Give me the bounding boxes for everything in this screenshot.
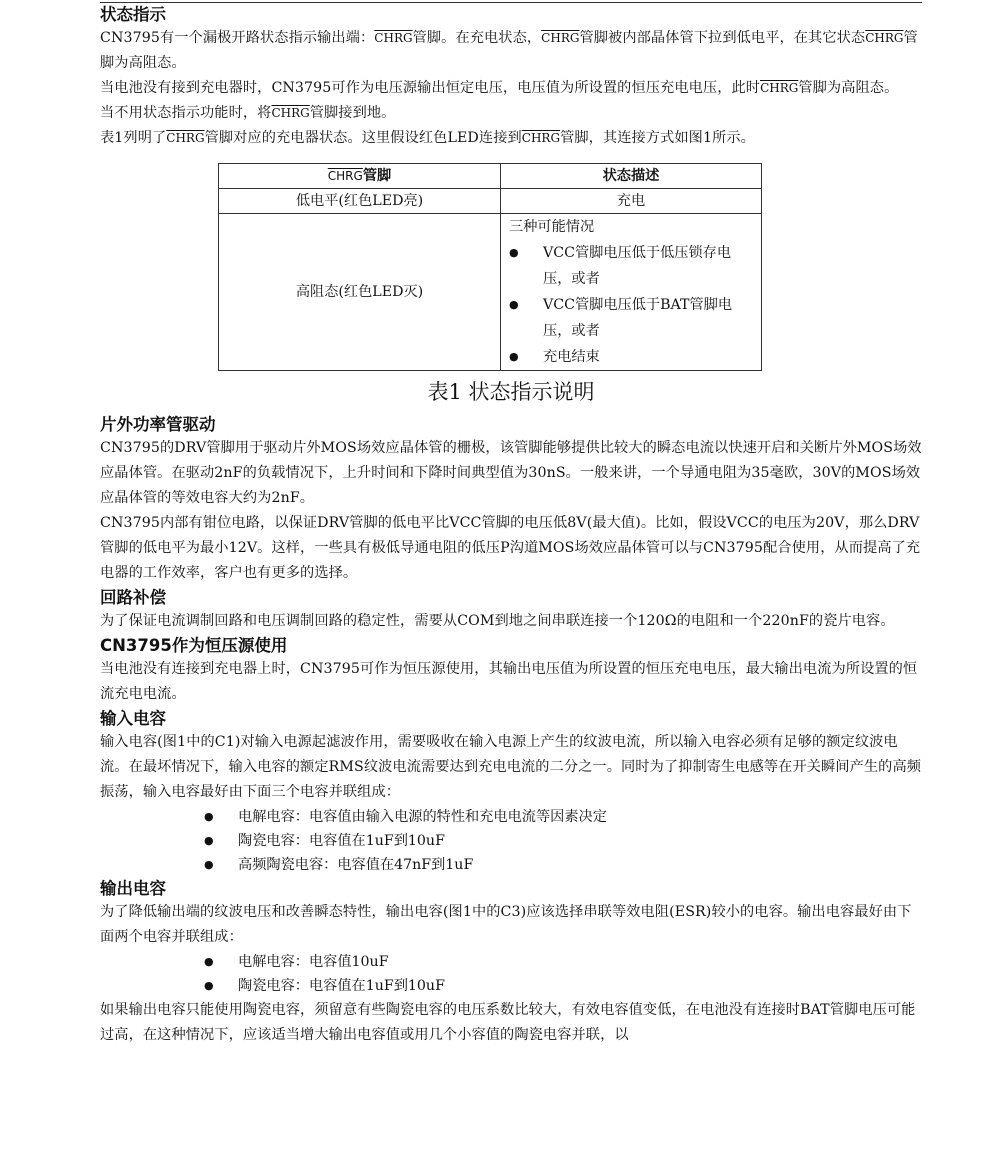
table-caption: 表1 状态指示说明 (427, 380, 595, 404)
list-item: ● VCC管脚电压低于低压锁存电压，或者 (509, 240, 753, 292)
output-cap-paragraph-1: 为了降低输出端的纹波电压和改善瞬态特性，输出电容(图1中的C3)应该选择串联等效电阻(ESR)较小的电容。输出电容最好由下面两个电容并联组成： (100, 904, 912, 945)
list-item: ● 充电结束 (509, 344, 753, 370)
loop-heading: 回路补偿 (100, 588, 166, 607)
output-cap-list (204, 950, 922, 998)
table-header-desc: 状态描述 (501, 164, 762, 189)
table-cell-desc: 充电 (501, 189, 762, 214)
chrg-pin-name: CHRG (760, 81, 799, 95)
cv-paragraph-1: 当电池没有连接到充电器上时，CN3795可作为恒压源使用，其输出电压值为所设置的恒压充电电压，最大输出电流为所设置的恒流充电电流。 (100, 661, 918, 702)
chrg-pin-name: CHRG (166, 131, 205, 145)
list-item: ● 电解电容：电容值由输入电源的特性和充电电流等因素决定 (204, 805, 922, 829)
table-row (219, 189, 762, 214)
table-header-row (219, 164, 762, 189)
list-item: ● 电解电容：电容值10uF (204, 950, 922, 974)
table-desc-intro: 三种可能情况 (509, 219, 595, 235)
table-header-pin: CHRG管脚 (219, 164, 501, 189)
status-heading: 状态指示 (100, 5, 166, 24)
input-cap-heading: 输入电容 (100, 709, 166, 728)
drive-heading: 片外功率管驱动 (100, 415, 216, 434)
output-cap-heading: 输出电容 (100, 879, 166, 898)
status-paragraph-4: 表1列明了CHRG管脚对应的充电器状态。这里假设红色LED连接到CHRG管脚，其连接方式如图1所示。 (100, 130, 755, 146)
chrg-pin-name: CHRG (374, 31, 413, 45)
list-item: ● 陶瓷电容：电容值在1uF到10uF (204, 829, 922, 853)
list-item: ● 陶瓷电容：电容值在1uF到10uF (204, 974, 922, 998)
loop-paragraph-1: 为了保证电流调制回路和电压调制回路的稳定性，需要从COM到地之间串联连接一个120Ω的电阻和一个220nF的瓷片电容。 (100, 613, 895, 629)
status-paragraph-3: 当不用状态指示功能时，将CHRG管脚接到地。 (100, 105, 396, 121)
list-item: ● VCC管脚电压低于BAT管脚电压，或者 (509, 292, 753, 344)
drive-paragraph-1: CN3795的DRV管脚用于驱动片外MOS场效应晶体管的栅极，该管脚能够提供比较大的瞬态电流以快速开启和关断片外MOS场效应晶体管。在驱动2nF的负载情况下，上升时间和下降时间典型值为30nS。一般来讲，一个导通电阻为35毫欧，30V的MOS场效应晶体管的等效电容大约为2nF。 (100, 440, 922, 506)
status-table (218, 163, 762, 371)
chrg-pin-name: CHRG (865, 31, 904, 45)
table-cell-pin: 低电平(红色LED亮) (219, 189, 501, 214)
chrg-pin-name: CHRG (521, 131, 561, 145)
table-desc-list (509, 240, 753, 370)
chrg-pin-name: CHRG (541, 31, 580, 45)
input-cap-paragraph-1: 输入电容(图1中的C1)对输入电源起滤波作用，需要吸收在输入电源上产生的纹波电流，所以输入电容必须有足够的额定纹波电流。在最坏情况下，输入电容的额定RMS纹波电流需要达到充电电流的二分之一。同时为了抑制寄生电感等在开关瞬间产生的高频振荡，输入电容最好由下面三个电容并联组成： (100, 734, 922, 800)
status-paragraph-2: 当电池没有接到充电器时，CN3795可作为电压源输出恒定电压，电压值为所设置的恒压充电电压，此时CHRG管脚为高阻态。 (100, 80, 899, 96)
list-item: ● 高频陶瓷电容：电容值在47nF到1uF (204, 853, 922, 877)
output-cap-paragraph-2: 如果输出电容只能使用陶瓷电容，须留意有些陶瓷电容的电压系数比较大，有效电容值变低，在电池没有连接时BAT管脚电压可能过高，在这种情况下，应该适当增大输出电容值或用几个小容值的陶瓷电容并联，以 (100, 1002, 916, 1043)
chrg-pin-name: CHRG (271, 106, 310, 120)
table-cell-pin: 高阻态(红色LED灭) (219, 214, 501, 371)
input-cap-list (204, 805, 922, 877)
cv-heading: CN3795作为恒压源使用 (100, 636, 288, 655)
table-row (219, 214, 762, 371)
status-paragraph-1: CN3795有一个漏极开路状态指示输出端：CHRG管脚。在充电状态，CHRG管脚被内部晶体管下拉到低电平，在其它状态CHRG管脚为高阻态。 (100, 30, 918, 71)
document-page (100, 0, 922, 1048)
drive-paragraph-2: CN3795内部有钳位电路，以保证DRV管脚的低电平比VCC管脚的电压低8V(最大值)。比如，假设VCC的电压为20V，那么DRV管脚的低电平为最小12V。这样，一些具有极低导通电阻的低压P沟道MOS场效应晶体管可以与CN3795配合使用，从而提高了充电器的工作效率，客户也有更多的选择。 (100, 515, 921, 581)
table-cell-desc (501, 214, 762, 371)
